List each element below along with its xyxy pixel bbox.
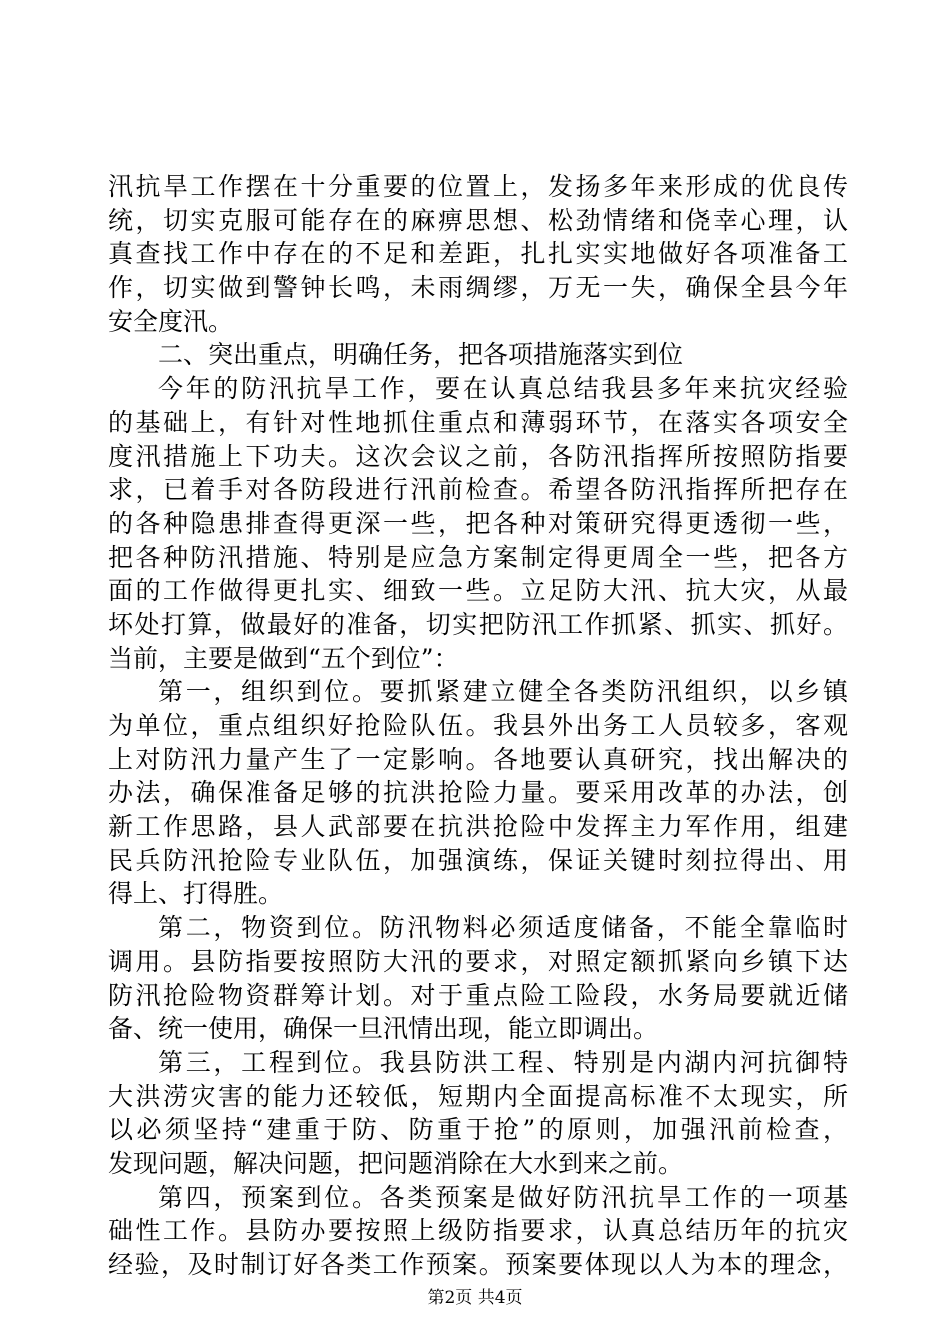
page-footer: 第2页 共4页	[427, 1288, 523, 1308]
text-line: 坏处打算，做最好的准备，切实把防汛工作抓紧、抓实、抓好。	[108, 609, 848, 639]
text-line: 第三，工程到位。我县防洪工程、特别是内湖内河抗御特	[158, 1047, 848, 1077]
text-line: 真查找工作中存在的不足和差距，扎扎实实地做好各项准备工	[108, 239, 848, 269]
text-line: 的各种隐患排查得更深一些，把各种对策研究得更透彻一些，	[108, 508, 848, 538]
text-line: 得上、打得胜。	[108, 879, 284, 909]
text-line: 发现问题，解决问题，把问题消除在大水到来之前。	[108, 1148, 684, 1178]
text-line: 调用。县防指要按照防大汛的要求，对照定额抓紧向乡镇下达	[108, 946, 848, 976]
text-line: 上对防汛力量产生了一定影响。各地要认真研究，找出解决的	[108, 744, 848, 774]
text-line: 防汛抢险物资群筹计划。对于重点险工险段，水务局要就近储	[108, 980, 848, 1010]
text-line: 民兵防汛抢险专业队伍，加强演练，保证关键时刻拉得出、用	[108, 845, 848, 875]
text-line: 经验，及时制订好各类工作预案。预案要体现以人为本的理念，	[108, 1250, 848, 1279]
text-line: 度汛措施上下功夫。这次会议之前，各防汛指挥所按照防指要	[108, 441, 848, 471]
document-body	[108, 170, 848, 1282]
text-line: 安全度汛。	[108, 306, 234, 336]
text-line: 汛抗旱工作摆在十分重要的位置上，发扬多年来形成的优良传	[108, 172, 848, 201]
text-line: 统，切实克服可能存在的麻痹思想、松劲情绪和侥幸心理，认	[108, 205, 848, 235]
text-line: 作，切实做到警钟长鸣，未雨绸缪，万无一失，确保全县今年	[108, 273, 848, 303]
text-line: 第二，物资到位。防汛物料必须适度储备，不能全靠临时	[158, 913, 848, 943]
text-line: 第四，预案到位。各类预案是做好防汛抗旱工作的一项基	[158, 1182, 848, 1212]
text-line: 当前，主要是做到“五个到位”：	[108, 643, 459, 673]
text-line: 二、突出重点，明确任务，把各项措施落实到位	[158, 340, 684, 370]
text-line: 大洪涝灾害的能力还较低，短期内全面提高标准不太现实，所	[108, 1081, 848, 1111]
text-line: 今年的防汛抗旱工作，要在认真总结我县多年来抗灾经验	[158, 374, 848, 404]
text-line: 为单位，重点组织好抢险队伍。我县外出务工人员较多，客观	[108, 711, 848, 740]
text-line: 的基础上，有针对性地抓住重点和薄弱环节，在落实各项安全	[108, 407, 848, 437]
text-line: 础性工作。县防办要按照上级防指要求，认真总结历年的抗灾	[108, 1216, 848, 1246]
text-line: 面的工作做得更扎实、细致一些。立足防大汛、抗大灾，从最	[108, 576, 848, 606]
text-line: 备、统一使用，确保一旦汛情出现，能立即调出。	[108, 1014, 659, 1044]
text-line: 第一，组织到位。要抓紧建立健全各类防汛组织，以乡镇	[158, 677, 848, 707]
text-line: 办法，确保准备足够的抗洪抢险力量。要采用改革的办法，创	[108, 778, 848, 808]
text-line: 新工作思路，县人武部要在抗洪抢险中发挥主力军作用，组建	[108, 812, 848, 842]
text-line: 求，已着手对各防段进行汛前检查。希望各防汛指挥所把存在	[108, 475, 848, 505]
text-line: 把各种防汛措施、特别是应急方案制定得更周全一些，把各方	[108, 542, 848, 572]
text-line: 以必须坚持“建重于防、防重于抢”的原则，加强汛前检查，	[108, 1115, 848, 1145]
